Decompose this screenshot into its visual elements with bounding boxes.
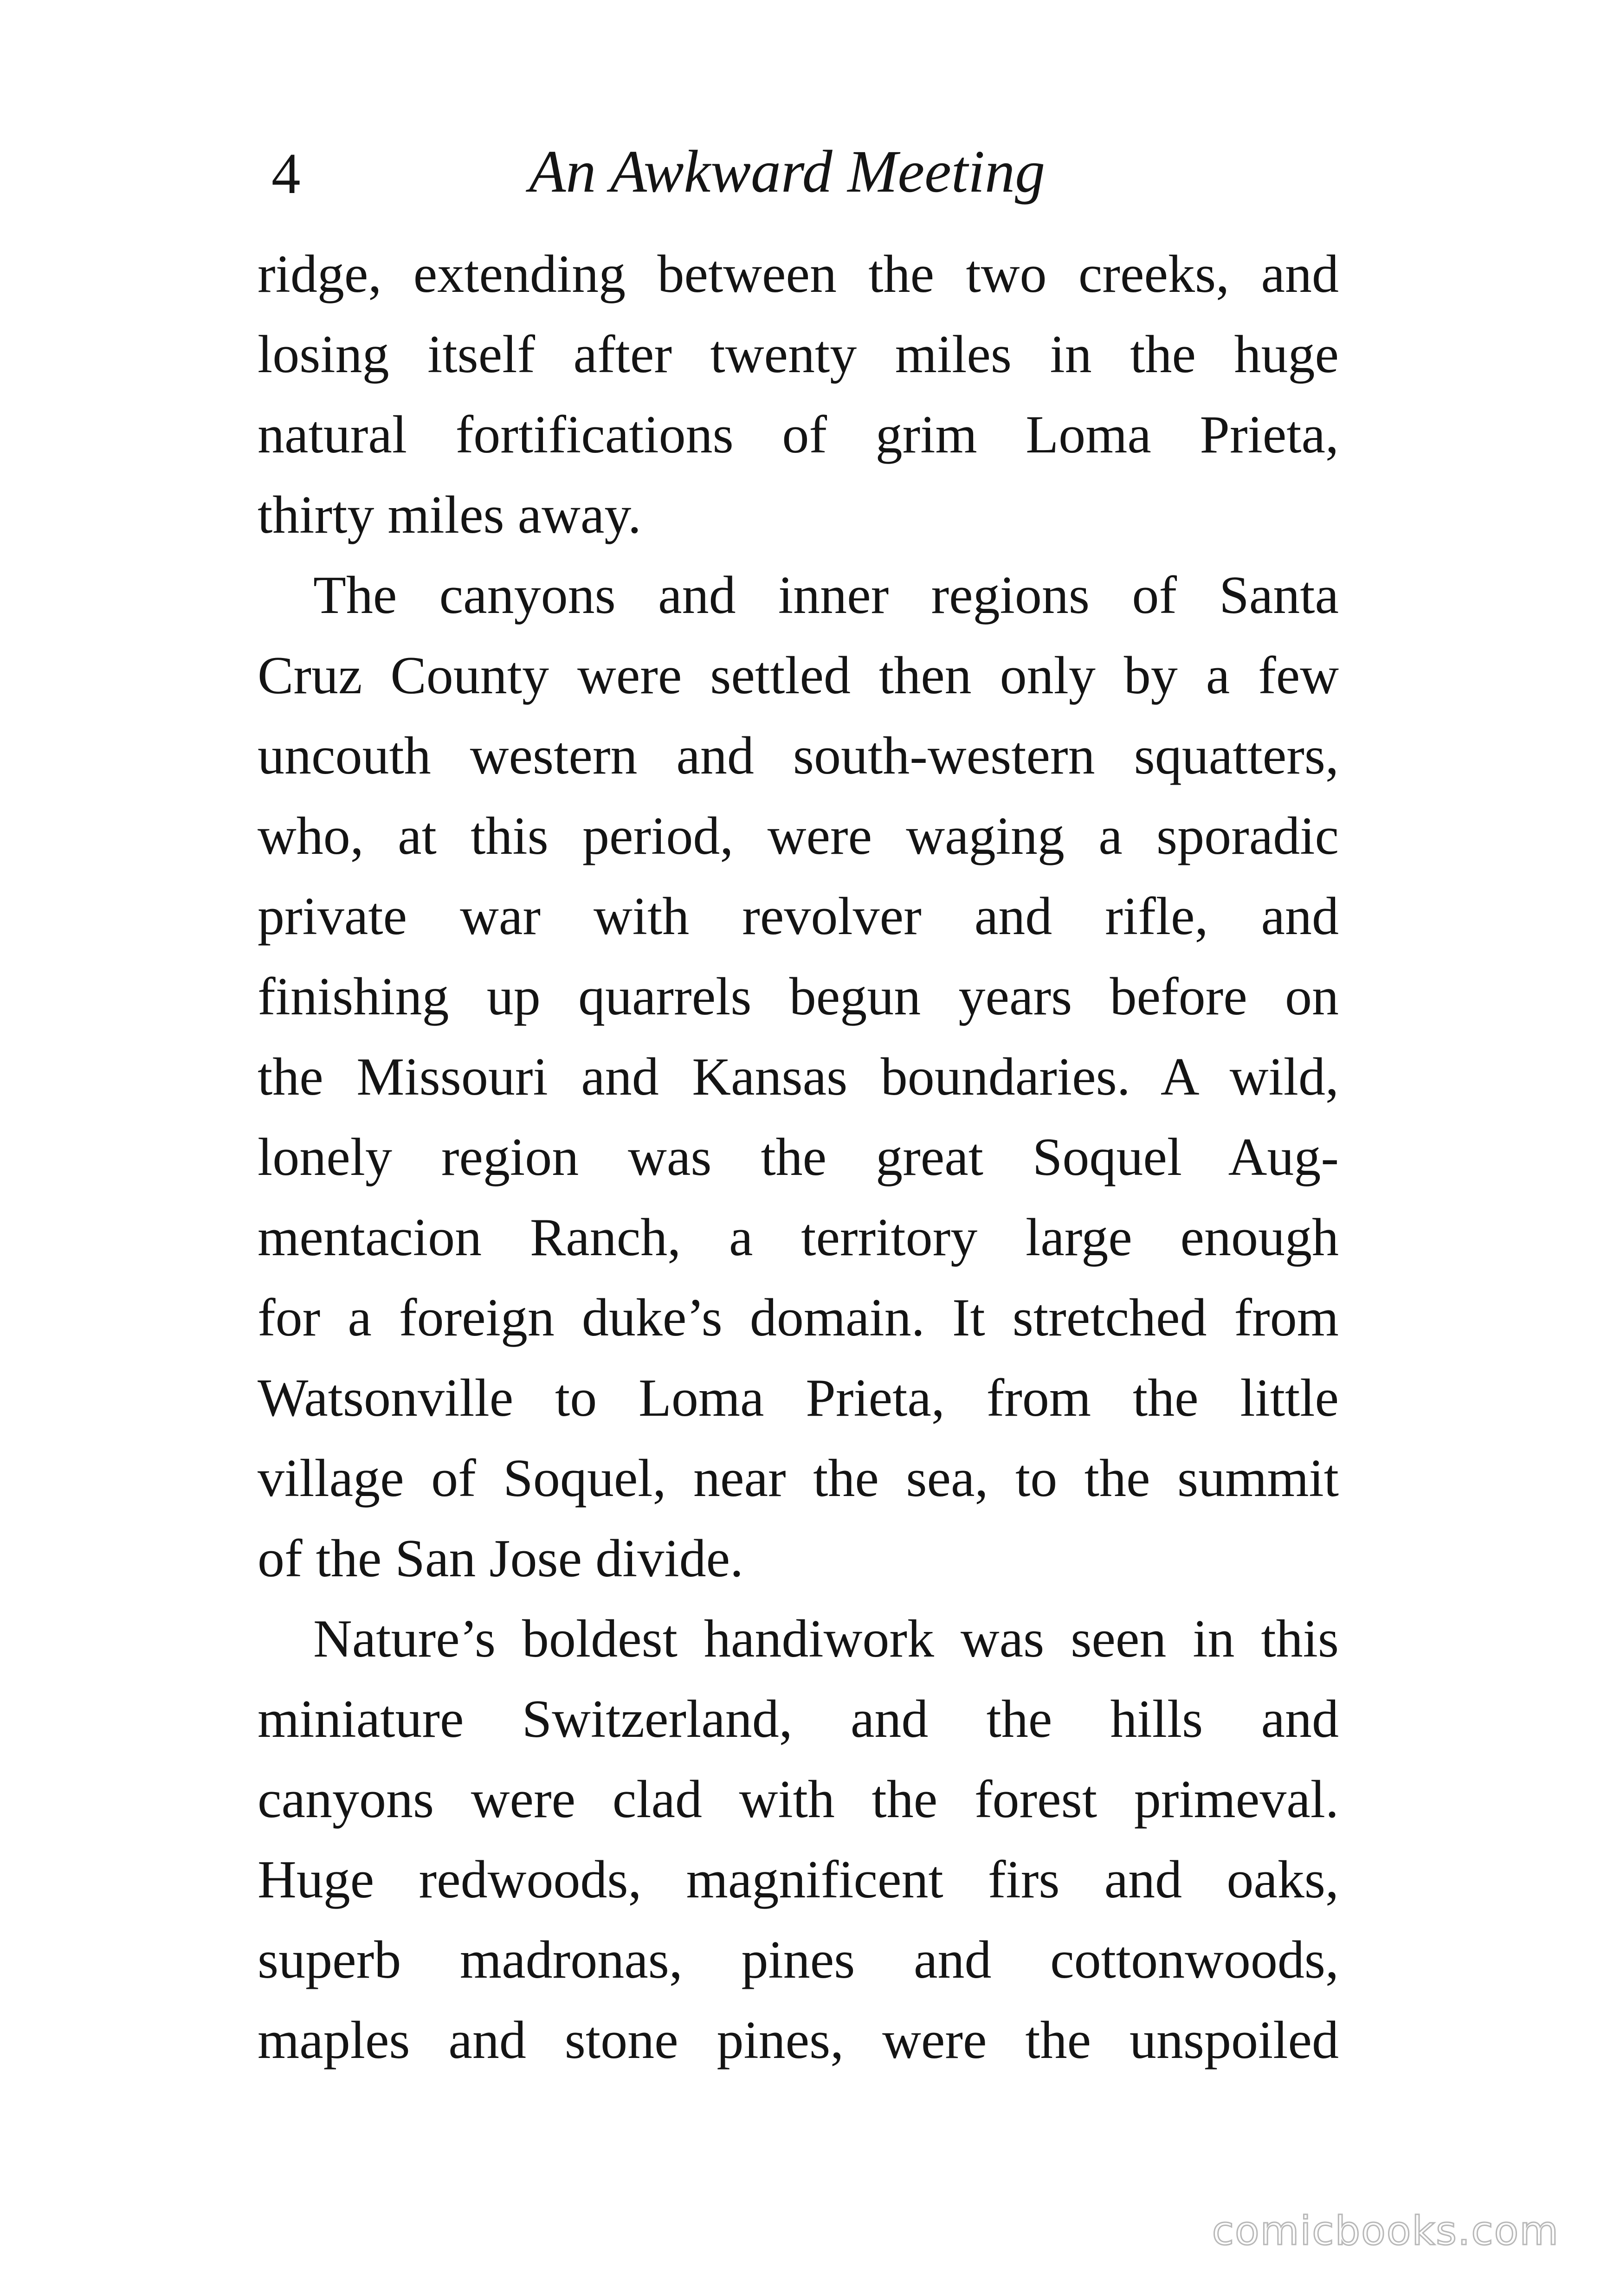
- text-line: mentacion Ranch, a territory large enough: [258, 1208, 1339, 1267]
- text-line: who, at this period, were waging a sporadic: [258, 806, 1339, 866]
- text-line: uncouth western and south-western squatters,: [258, 726, 1339, 786]
- text-line: private war with revolver and rifle, and: [258, 887, 1339, 946]
- text-line: for a foreign duke’s domain. It stretched from: [258, 1288, 1339, 1348]
- text-line: finishing up quarrels begun years before on: [258, 967, 1339, 1026]
- text-line: of the San Jose divide.: [258, 1529, 744, 1588]
- text-line: canyons were clad with the forest primeval.: [258, 1770, 1339, 1829]
- body-text: [258, 234, 1339, 2081]
- text-line: superb madronas, pines and cottonwoods,: [258, 1930, 1339, 1990]
- running-title: An Awkward Meeting: [529, 138, 1046, 205]
- text-line: the Missouri and Kansas boundaries. A wild,: [258, 1047, 1339, 1107]
- text-line: village of Soquel, near the sea, to the summit: [258, 1449, 1339, 1508]
- text-line: Watsonville to Loma Prieta, from the little: [258, 1368, 1339, 1428]
- watermark-logo: comicbooks.com: [1212, 2208, 1559, 2254]
- text-line: lonely region was the great Soquel Aug-: [258, 1128, 1339, 1187]
- text-line: natural fortifications of grim Loma Prieta,: [258, 405, 1339, 464]
- text-line: Cruz County were settled then only by a few: [258, 646, 1339, 705]
- text-line: thirty miles away.: [258, 485, 641, 545]
- text-line: Huge redwoods, magnificent firs and oaks,: [258, 1850, 1339, 1909]
- text-line: maples and stone pines, were the unspoiled: [258, 2011, 1339, 2070]
- running-head: [262, 116, 1353, 213]
- paragraph-3: [258, 1599, 1339, 2081]
- paragraph-2: [258, 555, 1339, 1599]
- paragraph-1: [258, 234, 1339, 555]
- text-line: Nature’s boldest handiwork was seen in this: [313, 1609, 1339, 1669]
- text-line: ridge, extending between the two creeks, and: [258, 245, 1339, 304]
- text-line: The canyons and inner regions of Santa: [313, 566, 1339, 625]
- page-number: 4: [271, 142, 301, 206]
- text-line: miniature Switzerland, and the hills and: [258, 1690, 1339, 1749]
- text-line: losing itself after twenty miles in the huge: [258, 325, 1339, 384]
